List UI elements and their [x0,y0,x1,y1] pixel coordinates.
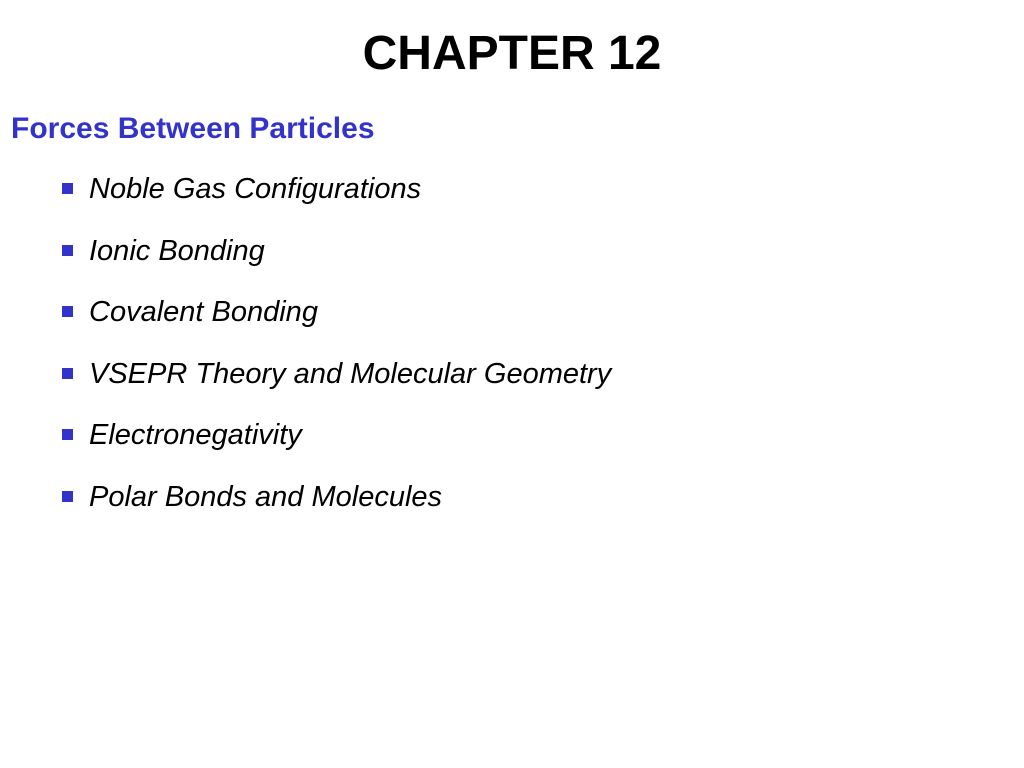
bullet-text: Noble Gas Configurations [89,173,422,205]
square-bullet-icon [62,429,73,440]
bullet-item [62,416,611,478]
square-bullet-icon [62,491,73,502]
square-bullet-icon [62,368,73,379]
bullet-list [62,170,611,539]
bullet-text: VSEPR Theory and Molecular Geometry [89,357,612,390]
bullet-text: Polar Bonds and Molecules [89,480,443,513]
bullet-text: Covalent Bonding [89,296,318,328]
bullet-item [62,355,611,417]
slide-subtitle: Forces Between Particles [11,112,375,145]
slide-title: CHAPTER 12 [362,27,662,80]
bullet-text: Ionic Bonding [89,234,265,267]
square-bullet-icon [62,306,73,317]
bullet-item [62,170,611,232]
bullet-item [62,232,611,294]
bullet-item [62,478,611,540]
square-bullet-icon [62,245,73,256]
bullet-text: Electronegativity [89,419,302,451]
bullet-item [62,293,611,355]
square-bullet-icon [62,183,73,194]
